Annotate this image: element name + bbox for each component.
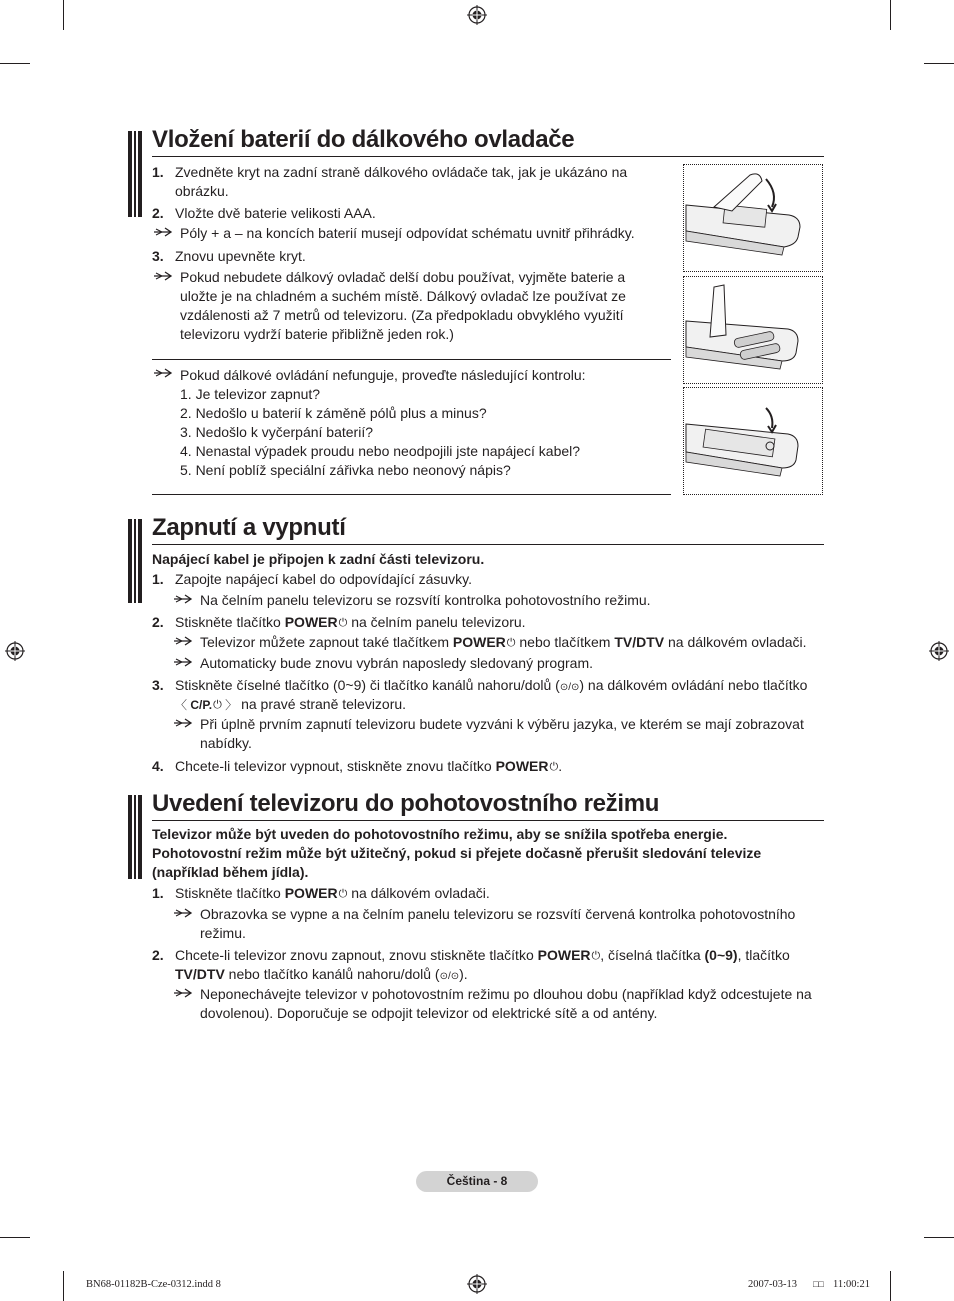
note-arrow-icon — [173, 636, 193, 646]
note-text: Na čelním panelu televizoru se rozsvítí kontrolka pohotovostního režimu. — [200, 592, 651, 608]
footer-filename: BN68-01182B-Cze-0312.indd 8 — [86, 1279, 221, 1290]
note-text: Při úplně prvním zapnutí televizoru budete vyzváni k výběru jazyka, ve kterém se mají zobrazovat — [200, 716, 804, 732]
crop-mark — [890, 1271, 891, 1301]
note-text: dovolenou). Doporučuje se odpojit televizor od elektrické sítě a od antény. — [200, 1005, 658, 1021]
section-rule — [152, 156, 824, 157]
note-text: uložte je na chladném a suchém místě. Dálkový ovladač lze používat ze — [180, 288, 626, 304]
check-item: 4. Nenastal výpadek proudu nebo neodpojili jste napájecí kabel? — [180, 443, 581, 459]
crop-mark — [0, 1237, 30, 1238]
power-icon: ⏻ — [549, 761, 559, 773]
note-arrow-icon — [173, 988, 193, 998]
step-number: 3. — [152, 677, 164, 693]
note-text: vzdálenosti až 7 metrů od televizoru. (Za předpokladu obvyklého využití — [180, 307, 624, 323]
power-icon: ⏻ — [506, 637, 516, 649]
step-number: 2. — [152, 947, 164, 963]
note-arrow-icon — [153, 368, 173, 378]
step-text: Chcete-li televizor znovu zapnout, znovu stiskněte tlačítko POWER⏻, číselná tlačítka (0~9), tlačítko — [175, 946, 790, 966]
footer-time: 11:00:21 — [833, 1279, 870, 1290]
crop-mark — [63, 1271, 64, 1301]
note-text: Pokud nebudete dálkový ovladač delší dobu používat, vyjměte baterie a — [180, 269, 626, 285]
power-icon: ⏻ — [338, 888, 348, 900]
section-marker — [128, 131, 144, 217]
step-text: TV/DTV nebo tlačítko kanálů nahoru/dolů (⊙/⊙). — [175, 966, 468, 982]
crop-mark — [0, 63, 30, 64]
intro-text: (například během jídla). — [152, 864, 309, 880]
step-text: Stiskněte číselné tlačítko (0~9) či tlačítko kanálů nahoru/dolů (⊙/⊙) na dálkovém ovládání nebo tlačítko — [175, 677, 808, 693]
footer-boxes: □□ — [813, 1279, 824, 1289]
intro-text: Televizor může být uveden do pohotovostního režimu, aby se snížila spotřeba energie. — [152, 826, 728, 842]
crop-mark — [924, 63, 954, 64]
chevron-left-icon: 〈 — [175, 698, 191, 712]
step-number: 1. — [152, 885, 164, 901]
note-arrow-icon — [173, 718, 193, 728]
step-text: obrázku. — [175, 183, 229, 199]
crop-mark — [890, 0, 891, 30]
crop-mark — [63, 0, 64, 30]
intro-text: Pohotovostní režim může být užitečný, pokud si přejete dočasně přerušit sledování televize — [152, 845, 762, 861]
check-item: 2. Nedošlo u baterií k záměně pólů plus a minus? — [180, 405, 487, 421]
step-text: Zapojte napájecí kabel do odpovídající zásuvky. — [175, 571, 473, 587]
note-arrow-icon — [153, 271, 173, 281]
section-rule — [152, 544, 824, 545]
section-marker — [128, 795, 144, 879]
page-number-label: Čeština - 8 — [416, 1171, 538, 1192]
check-intro: Pokud dálkové ovládání nefunguje, proveďte následující kontrolu: — [180, 367, 586, 383]
section-marker — [128, 519, 144, 603]
registration-mark-icon — [929, 641, 949, 661]
channel-up-down-icon: ⊙/⊙ — [559, 682, 580, 693]
note-arrow-icon — [173, 657, 193, 667]
step-number: 2. — [152, 614, 164, 630]
step-text: Stiskněte tlačítko POWER⏻ na čelním panelu televizoru. — [175, 613, 526, 633]
check-item: 5. Není poblíž speciální zářivka nebo neonový nápis? — [180, 462, 511, 478]
note-text: Automaticky bude znovu vybrán naposledy sledovaný program. — [200, 655, 593, 671]
remote-illustration-insert-batteries — [683, 276, 823, 384]
note-arrow-icon — [173, 594, 193, 604]
step-text: Vložte dvě baterie velikosti AAA. — [175, 205, 376, 221]
note-text: Televizor můžete zapnout také tlačítkem POWER⏻ nebo tlačítkem TV/DTV na dálkovém ovladači. — [200, 633, 807, 653]
check-item: 3. Nedošlo k vyčerpání baterií? — [180, 424, 373, 440]
note-text: režimu. — [200, 925, 246, 941]
divider — [152, 494, 671, 495]
note-arrow-icon — [153, 227, 173, 237]
divider — [152, 359, 671, 360]
step-number: 2. — [152, 205, 164, 221]
section-title: Uvedení televizoru do pohotovostního režimu — [152, 790, 660, 817]
step-number: 3. — [152, 248, 164, 264]
note-text: televizoru vydrží baterie přibližně jeden rok.) — [180, 326, 454, 342]
step-text: Stiskněte tlačítko POWER⏻ na dálkovém ovladači. — [175, 884, 490, 904]
note-text: Obrazovka se vypne a na čelním panelu televizoru se rozsvítí červená kontrolka pohotovostního — [200, 906, 796, 922]
registration-mark-icon — [467, 5, 487, 25]
registration-mark-icon — [467, 1274, 487, 1294]
step-text: Znovu upevněte kryt. — [175, 248, 306, 264]
crop-mark — [924, 1237, 954, 1238]
step-text: 〈 C/P.⏻ 〉 na pravé straně televizoru. — [175, 695, 406, 715]
remote-illustration-open-cover — [683, 164, 823, 272]
note-text: Póly + a – na koncích baterií musejí odpovídat schématu uvnitř přihrádky. — [180, 225, 635, 241]
remote-illustration-close-cover — [683, 387, 823, 495]
step-text: Chcete-li televizor vypnout, stiskněte znovu tlačítko POWER⏻. — [175, 757, 562, 777]
footer-date: 2007-03-13 — [748, 1279, 797, 1290]
power-icon: ⏻ — [591, 950, 601, 962]
chevron-right-icon: 〉 — [221, 698, 238, 712]
section-title: Vložení baterií do dálkového ovladače — [152, 126, 575, 153]
note-text: Neponechávejte televizor v pohotovostním režimu po dlouhou dobu (například když odcestujete na — [200, 986, 812, 1002]
note-text: nabídky. — [200, 735, 252, 751]
step-number: 1. — [152, 571, 164, 587]
registration-mark-icon — [5, 641, 25, 661]
step-number: 1. — [152, 164, 164, 180]
section-title: Zapnutí a vypnutí — [152, 514, 346, 541]
power-icon: ⏻ — [213, 699, 222, 711]
section-rule — [152, 820, 824, 821]
power-icon: ⏻ — [338, 617, 348, 629]
note-arrow-icon — [173, 908, 193, 918]
channel-up-down-icon: ⊙/⊙ — [439, 971, 460, 982]
step-number: 4. — [152, 758, 164, 774]
step-text: Zvedněte kryt na zadní straně dálkového ovládače tak, jak je ukázáno na — [175, 164, 628, 180]
check-item: 1. Je televizor zapnut? — [180, 386, 321, 402]
intro-text: Napájecí kabel je připojen k zadní části televizoru. — [152, 551, 485, 567]
